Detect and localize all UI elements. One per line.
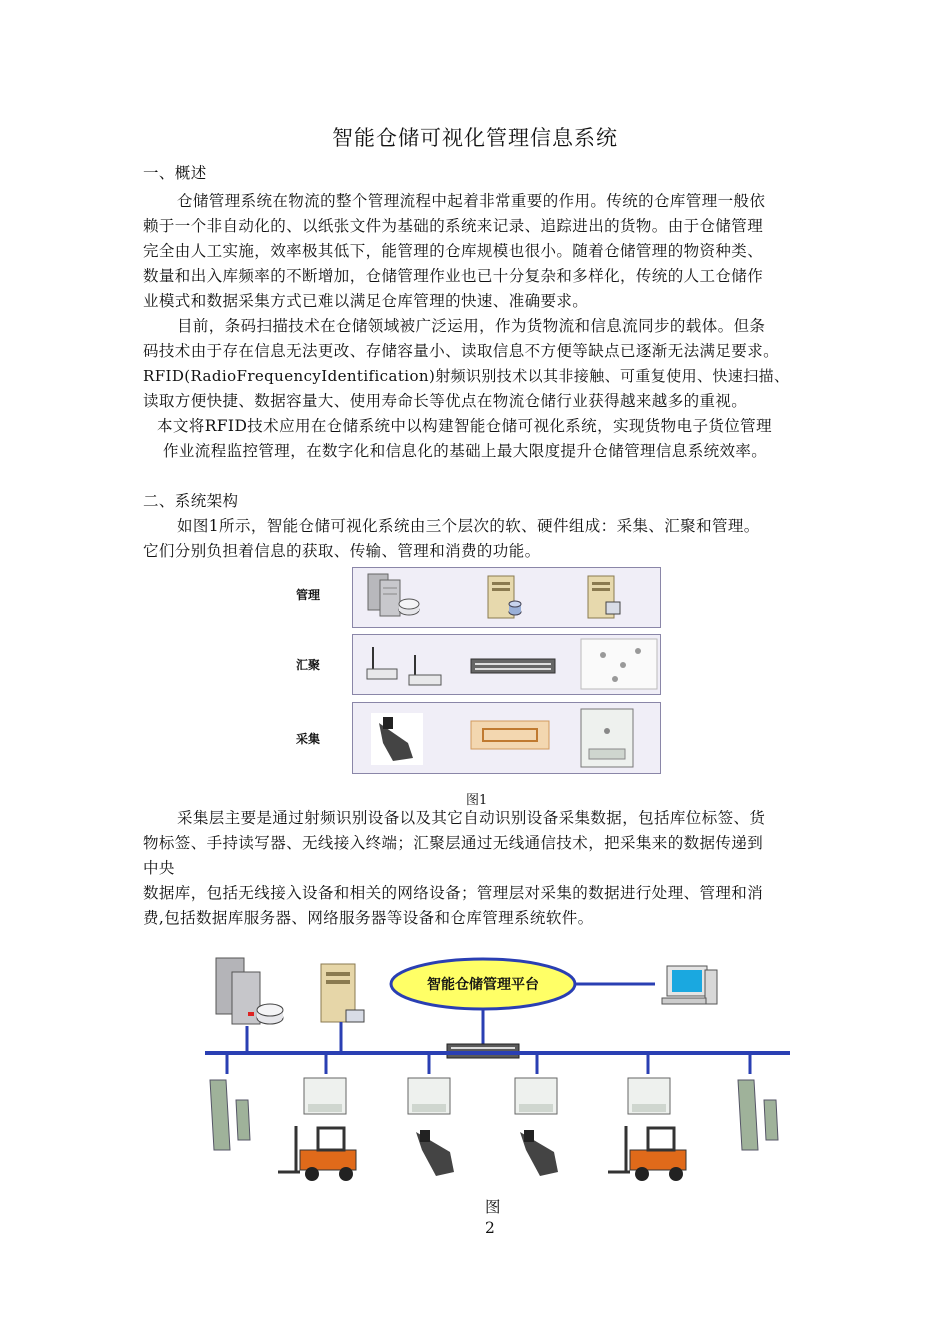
layer-label-collection: 采集 [296,732,321,746]
paragraph-line: 赖于一个非自动化的、以纸张文件为基础的系统来记录、追踪进出的货物。由于仓储管理 [143,217,764,235]
layer-label-management: 管理 [296,588,321,602]
collection-layer-panel [352,702,661,774]
paragraph-line: 仓储管理系统在物流的整个管理流程中起着非常重要的作用。传统的仓库管理一般依 [177,192,766,210]
handheld-reader-icon [416,1130,454,1176]
paragraph-line: 它们分别负担着信息的获取、传输、管理和消费的功能。 [143,542,541,560]
network-topology-diagram [200,950,795,1185]
forklift-icon [608,1126,686,1181]
figure-1-caption: 图1 [466,793,488,808]
paragraph-line: 中央 [143,859,175,877]
handheld-reader-icon [520,1130,558,1176]
rfid-reader-icon [304,1078,346,1114]
paragraph-line: 数量和出入库频率的不断增加，仓储管理作业也已十分复杂和多样化，传统的人工仓储作 [143,267,764,285]
paragraph-line: 数据库，包括无线接入设备和相关的网络设备；管理层对采集的数据进行处理、管理和消 [143,884,764,902]
figure-2-caption-line1: 图 [485,1198,501,1216]
paragraph-line: 码技术由于存在信息无法更改、存储容量小、读取信息不方便等缺点已逐渐无法满足要求。 [143,342,780,360]
management-layer-panel [352,567,661,628]
rfid-gate-icon [738,1080,778,1150]
paragraph-line: RFID(RadioFrequencyIdentification)射频识别技术以其非接触、可重复使用、快速扫描、 [143,367,790,385]
rfid-reader-icon [515,1078,557,1114]
rfid-reader-icon [628,1078,670,1114]
network-devices-icon [353,635,660,694]
rfid-gate-icon [210,1080,250,1150]
paragraph-line: 读取方便快捷、数据容量大、使用寿命长等优点在物流仓储行业获得越来越多的重视。 [143,392,748,410]
paragraph-line: 本文将RFID技术应用在仓储系统中以构建智能仓储可视化系统，实现货物电子货位管理 [157,417,772,435]
server-cluster-icon [353,568,660,627]
aggregation-layer-panel [352,634,661,695]
section1-heading: 一、概述 [143,164,207,182]
layer-label-aggregation: 汇聚 [296,658,321,672]
section2-heading: 二、系统架构 [143,492,239,510]
figure-2-caption-line2: 2 [485,1219,496,1237]
paragraph-line: 完全由人工实施，效率极其低下，能管理的仓库规模也很小。随着仓储管理的物资种类、 [143,242,764,260]
platform-label: 智能仓储管理平台 [427,977,539,993]
page-title: 智能仓储可视化管理信息系统 [332,126,618,150]
paragraph-line: 如图1所示，智能仓储可视化系统由三个层次的软、硬件组成：采集、汇聚和管理。 [177,517,760,535]
forklift-icon [278,1126,356,1181]
paragraph-line: 采集层主要是通过射频识别设备以及其它自动识别设备采集数据，包括库位标签、货 [177,809,766,827]
paragraph-line: 目前，条码扫描技术在仓储领域被广泛运用，作为货物流和信息流同步的载体。但条 [177,317,766,335]
server-cluster-icon [216,958,283,1024]
paragraph-line: 作业流程监控管理，在数字化和信息化的基础上最大限度提升仓储管理信息系统效率。 [163,442,768,460]
rfid-reader-icon [408,1078,450,1114]
paragraph-line: 业模式和数据采集方式已难以满足仓库管理的快速、准确要求。 [143,292,589,310]
platform-ellipse [391,959,575,1009]
rfid-devices-icon [353,703,660,773]
computer-icon [662,966,717,1004]
server-tower-icon [321,964,364,1022]
paragraph-line: 费,包括数据库服务器、网络服务器等设备和仓库管理系统软件。 [143,909,594,927]
paragraph-line: 物标签、手持读写器、无线接入终端；汇聚层通过无线通信技术，把采集来的数据传递到 [143,834,764,852]
